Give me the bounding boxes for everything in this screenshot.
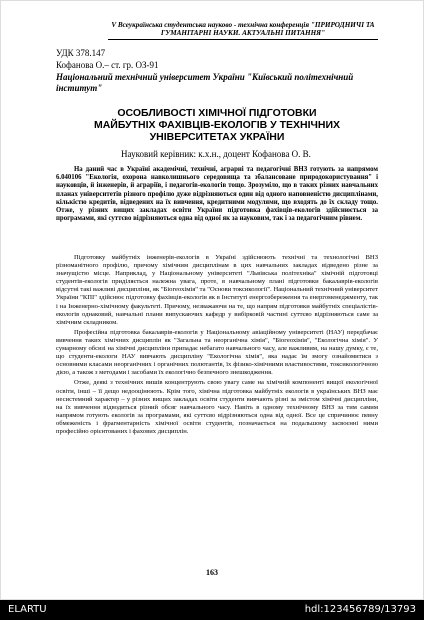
article-title: ОСОБЛИВОСТІ ХІМІЧНОЇ ПІДГОТОВКИ МАЙБУТНІХ ФАХІВЦІВ-ЕКОЛОГІВ У ТЕХНІЧНИХ УНІВЕРСИТЕТАХ УКРАЇНИ — [93, 107, 341, 143]
body-paragraph: Отже, деякі з технічних вишів концентрують свою увагу саме на хімічній компоненті вищої екологічної освіти, інші – її дещо недооцінюють. Крім того, хімічна підготовка майбутніх екологів в українських ВНЗ має несистемний характер – у різних вищих закладах освіти студенти вивчають різні за змістом хімічні дисципліни, на їх вивчення відводиться різний обсяг навчального часу. Навіть в одному технічному ВНЗ за тим самим напрямом готують екологів за програмами, які суттєво відрізняються одна від одної. Все це спричинює певну обмеженість і фрагментарність хімічної освіти студентів, позначається на подальшому засвоєнні ними професійно орієнтованих і фахових дисциплін. — [56, 379, 378, 435]
page-number: 163 — [206, 568, 218, 577]
advisor-line: Науковий керівник: к.х.н., доцент Кофанова О. В. — [121, 149, 311, 159]
udc-code: УДК 378.147 — [56, 48, 106, 58]
body-paragraph: Професійна підготовка бакалаврів-екологів у Національному авіаційному університеті (НАУ) передбачає вивчення таких хімічних дисциплін як "Загальна та неорганічна хімія", "Біогеохімія", "Екологічна хімія". У сумарному обсязі на хімічні дисципліни припадає небагато навчального часу, але важливим, на нашу думку, є те, що студенти-екологи НАУ вивчають дисципліну "Екологічна хімія", яка надає їм змогу ознайомитися з основними класами неорганічних і органічних полютантів, їх фізико-хімічними властивостями, токсикологічною дією, а також з методами і засобами їх екологічно безпечного знешкодження. — [56, 328, 378, 377]
organization: Національний технічний університет України "Київський політехнічний інститут" — [56, 72, 354, 93]
repository-name[interactable]: ELARTU — [8, 604, 47, 615]
viewer-footer — [0, 600, 424, 620]
handle-identifier[interactable]: hdl:123456789/13793 — [304, 604, 416, 615]
author-line: Кофанова О.– ст. гр. ОЗ-91 — [56, 60, 159, 70]
body-paragraph: Підготовку майбутніх інженерів-екологів в Україні здійснюють технічні та технологічні ВНЗ різноманітного профілю, причому хімічним дисциплінам в цих навчальних закладах відведено різне за значущістю місце. Наприклад, у Національному університеті "Львівська політехніка" хімічній підготовці студентів-екологів приділяється належна увага, проте, в навчальному плані підготовки бакалаврів-екологів відсутні такі важливі дисципліни, як "Біогеохімія" та "Основи токсикології". Національний технічний університет України "КПІ" здійснює підготовку фахівців-екологів як в Інституті енергозбереження та енергоменеджменту, так і на Інженерно-хімічному факультеті. Причому, незважаючи на те, що напрям підготовки майбутніх спеціалістів-екологів однаковий, навчальні плани випускаючих кафедр у вибірковій частині суттєво відрізняються саме за хімічним складником. — [56, 254, 378, 326]
conference-header: V Всеукраїнська студентська науково - технічна конференція "ПРИРОДНИЧІ ТА ГУМАНІТАРНІ НАУКИ. АКТУАЛЬНІ ПИТАННЯ" — [108, 22, 378, 40]
article-body — [56, 254, 378, 438]
abstract: На даний час в Україні академічні, технічні, аграрні та педагогічні ВНЗ готують за напрямом 6.040106 "Екологія, охорона навколишнього середовища та збалансоване природокористування" і науковців, й інженерів, й аграріїв, і педагогів-екологів тощо. Зрозуміло, що в таких різних навчальних планах університетів різного профілю дуже відрізняються один від одного наповненістю дисциплінами, кількістю кредитів, відведених на їх вивчення, кредитними модулями, що входять до їх складу тощо. Отже, у різних вищих закладах освіти України підготовка фахівців-екологів здійснюється за програмами, які суттєво відрізняються одна від одної як за науковим, так і за педагогічним рівнем. — [56, 166, 378, 223]
